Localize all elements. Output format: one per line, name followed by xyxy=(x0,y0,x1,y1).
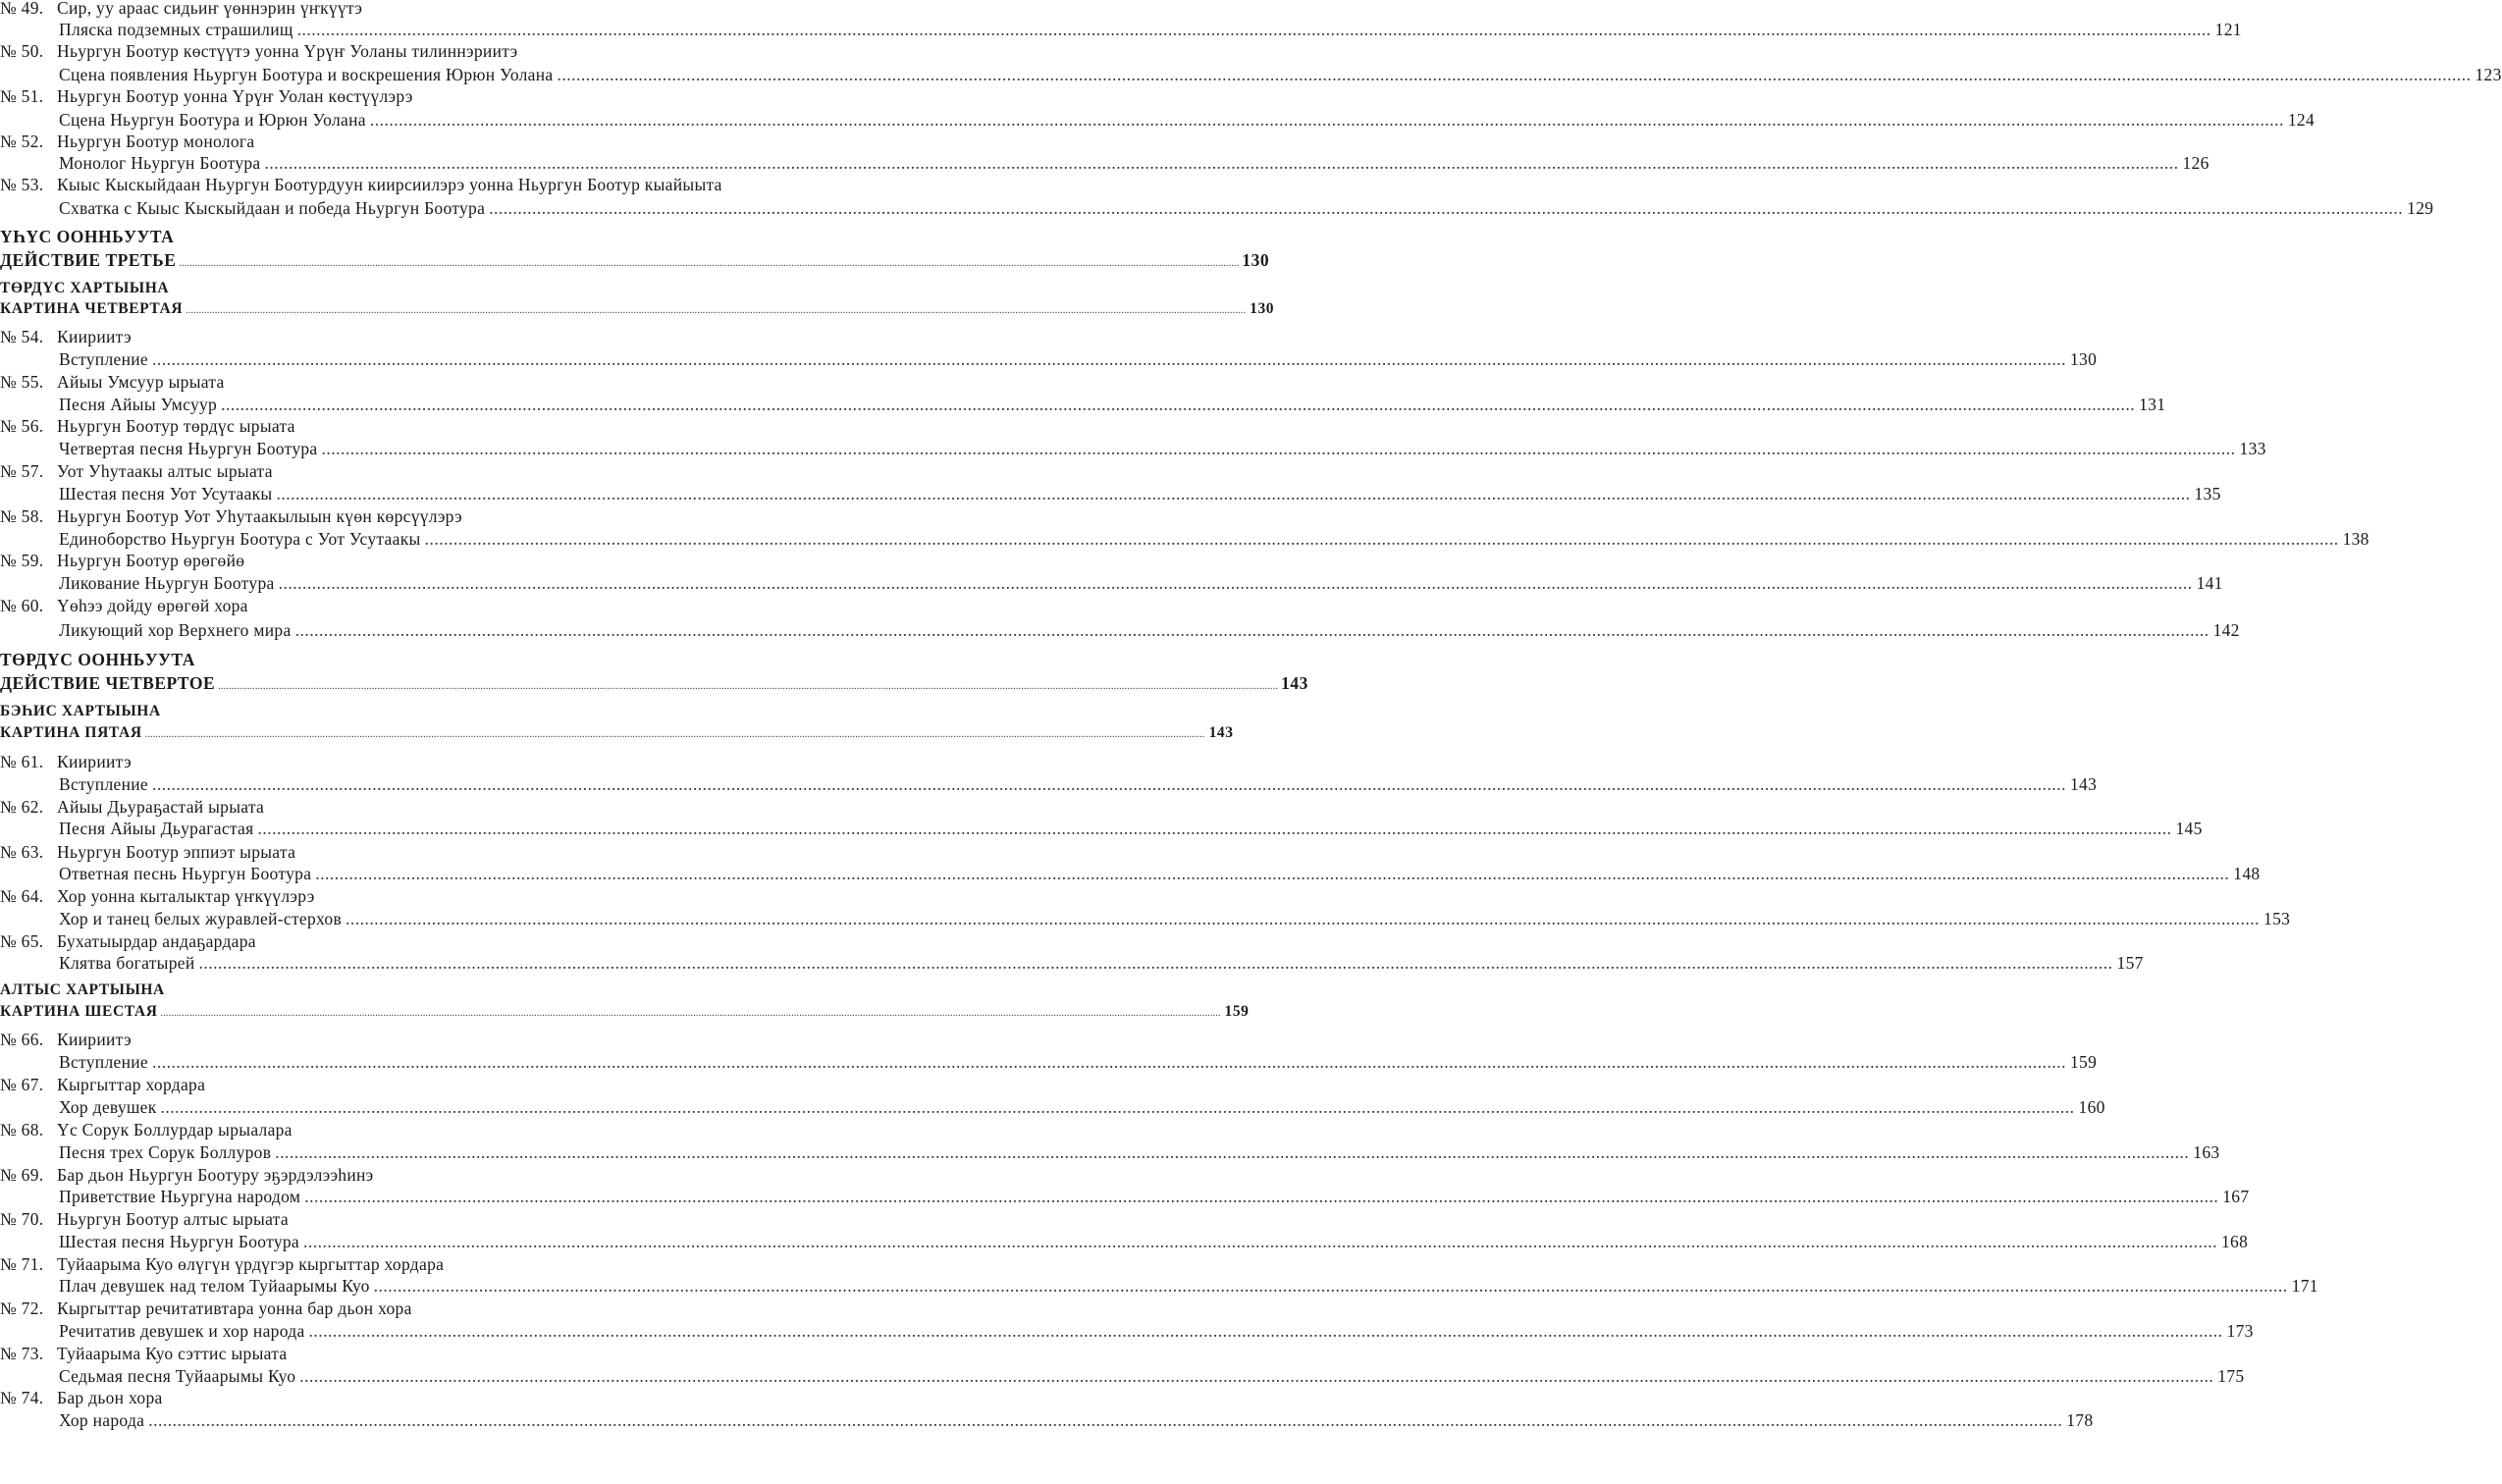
toc-entry-sakha-title xyxy=(0,594,985,617)
toc-entry-russian-title xyxy=(0,862,2261,885)
toc-entry-russian-title xyxy=(0,393,2166,416)
page-number: 145 xyxy=(2175,819,2203,838)
entry-title: Хор народа xyxy=(59,1410,145,1430)
dot-leader: ................................................................................................................................................................................................................................................................................................................................................................................................................ xyxy=(144,729,1205,740)
entry-title: Схватка с Кыыс Кыскыйдаан и победа Ньургун Боотура xyxy=(59,198,486,218)
subsection-heading xyxy=(0,979,985,1002)
dot-leader: ................................................................................................................................................................................................................................................................................................................................................................................................................ xyxy=(148,1410,2063,1430)
page-number: 159 xyxy=(1224,1003,1250,1020)
entry-number: № 59. xyxy=(0,551,44,570)
entry-title: Кыыс Кыскыйдаан Ньургун Боотурдуун киирсиилэрэ уонна Ньургун Боотур кыайыыта xyxy=(57,175,722,194)
entry-title: Плач девушек над телом Туйаарымы Куо xyxy=(59,1276,370,1296)
entry-title: Айыы Умсуур ырыата xyxy=(57,372,225,392)
entry-number: № 66. xyxy=(0,1030,44,1049)
toc-entry-sakha-title xyxy=(0,1073,985,1096)
page-number: 167 xyxy=(2222,1187,2250,1206)
entry-title: Ньургун Боотур уонна Үрүҥ Уолан көстүүлэрэ xyxy=(57,86,413,106)
entry-number: № 49. xyxy=(0,0,44,18)
toc-entry-russian-title xyxy=(0,1140,2220,1164)
page-number: 129 xyxy=(2407,198,2434,218)
entry-number: № 74. xyxy=(0,1388,44,1407)
page-number: 153 xyxy=(2263,909,2291,928)
entry-title: Ньургун Боотур эппиэт ырыата xyxy=(57,842,296,862)
toc-entry-russian-title xyxy=(0,482,2221,505)
toc-entry-sakha-title xyxy=(0,130,985,153)
toc-entry-sakha-title xyxy=(0,370,985,394)
entry-number: № 57. xyxy=(0,461,44,481)
dot-leader: ................................................................................................................................................................................................................................................................................................................................................................................................................ xyxy=(373,1276,2288,1296)
toc-entry-russian-title xyxy=(0,817,2203,840)
entry-title: ТӨРДҮС ХАРТЫЫНА xyxy=(0,280,170,296)
entry-title: Шестая песня Ньургун Боотура xyxy=(59,1232,299,1251)
page-number: 168 xyxy=(2221,1232,2249,1251)
entry-number: № 56. xyxy=(0,416,44,436)
toc-entry-russian-title xyxy=(0,1050,2098,1074)
page-number: 123 xyxy=(2475,65,2502,84)
page-number: 143 xyxy=(2069,774,2098,794)
toc-entry-sakha-title xyxy=(0,1118,985,1141)
page-number: 121 xyxy=(2214,20,2242,39)
toc-entry-sakha-title xyxy=(0,840,985,864)
entry-title: Песня трех Сорук Боллуров xyxy=(59,1142,272,1162)
dot-leader: ................................................................................................................................................................................................................................................................................................................................................................................................................ xyxy=(489,198,2404,218)
dot-leader: ................................................................................................................................................................................................................................................................................................................................................................................................................ xyxy=(151,774,2066,794)
dot-leader: ................................................................................................................................................................................................................................................................................................................................................................................................................ xyxy=(304,1187,2219,1206)
toc-entry-russian-title xyxy=(0,1230,2249,1253)
section-heading xyxy=(0,648,985,671)
toc-entry-russian-title xyxy=(0,347,2098,371)
entry-title: Үс Сорук Боллурдар ырыалара xyxy=(57,1120,293,1140)
entry-title: Единоборство Ньургун Боотура с Уот Усутаакы xyxy=(59,529,421,549)
entry-number: № 54. xyxy=(0,327,44,346)
entry-title: Ликование Ньургун Боотура xyxy=(59,573,275,593)
entry-title: Кыргыттар речитативтара уонна бар дьон хора xyxy=(57,1298,412,1318)
page-number: 142 xyxy=(2212,620,2240,640)
section-heading xyxy=(0,225,985,248)
entry-number: № 63. xyxy=(0,842,44,862)
page-number: 130 xyxy=(2069,349,2098,369)
dot-leader: ................................................................................................................................................................................................................................................................................................................................................................................................................ xyxy=(294,620,2209,640)
page-number: 130 xyxy=(1250,300,1275,317)
entry-title: Туйаарыма Куо сэттис ырыата xyxy=(57,1344,288,1363)
page-number: 157 xyxy=(2116,953,2144,973)
toc-entry-russian-title xyxy=(0,1185,2250,1208)
toc-entry-sakha-title xyxy=(0,414,985,438)
entry-number: № 58. xyxy=(0,506,44,526)
page-number: 178 xyxy=(2066,1410,2094,1430)
entry-title: Речитатив девушек и хор народа xyxy=(59,1321,305,1341)
toc-entry-russian-title xyxy=(0,151,2209,175)
page-number: 143 xyxy=(1208,724,1234,741)
toc-entry-sakha-title xyxy=(0,173,985,196)
entry-number: № 50. xyxy=(0,41,44,61)
dot-leader: ................................................................................................................................................................................................................................................................................................................................................................................................................ xyxy=(160,1008,1221,1019)
entry-title: Ликующий хор Верхнего мира xyxy=(59,620,292,640)
entry-title: Седьмая песня Туйаарымы Куо xyxy=(59,1366,296,1386)
entry-title: КАРТИНА ПЯТАЯ xyxy=(0,724,142,741)
entry-title: ТӨРДҮС ООННЬУУТА xyxy=(0,650,195,669)
dot-leader: ................................................................................................................................................................................................................................................................................................................................................................................................................ xyxy=(275,1142,2190,1162)
page-number: 173 xyxy=(2226,1321,2254,1341)
toc-entry-russian-title xyxy=(0,527,2369,551)
entry-title: Уот Уһутаакы алтыс ырыата xyxy=(57,461,273,481)
page-number: 171 xyxy=(2291,1276,2318,1296)
entry-number: № 51. xyxy=(0,86,44,106)
entry-title: Киириитэ xyxy=(57,327,132,346)
entry-title: Ньургун Боотур монолога xyxy=(57,132,255,151)
dot-leader: ................................................................................................................................................................................................................................................................................................................................................................................................................ xyxy=(198,953,2113,973)
toc-entry-russian-title xyxy=(0,1095,2105,1119)
entry-title: КАРТИНА ШЕСТАЯ xyxy=(0,1003,158,1020)
subsection-heading xyxy=(0,1000,1250,1024)
toc-entry-sakha-title xyxy=(0,325,985,348)
page-number: 159 xyxy=(2069,1052,2098,1072)
entry-title: Туйаарыма Куо өлүгүн үрдүгэр кыргыттар хордара xyxy=(57,1254,445,1274)
dot-leader: ................................................................................................................................................................................................................................................................................................................................................................................................................ xyxy=(276,484,2191,504)
dot-leader: ................................................................................................................................................................................................................................................................................................................................................................................................................ xyxy=(369,110,2284,130)
dot-leader: ................................................................................................................................................................................................................................................................................................................................................................................................................ xyxy=(179,258,1240,269)
toc-entry-sakha-title xyxy=(0,750,985,773)
toc-entry-sakha-title xyxy=(0,1028,985,1051)
toc-entry-sakha-title xyxy=(0,884,985,908)
entry-title: ДЕЙСТВИЕ ЧЕТВЕРТОЕ xyxy=(0,673,216,693)
section-heading xyxy=(0,248,1270,272)
page-number: 148 xyxy=(2233,864,2261,883)
dot-leader: ................................................................................................................................................................................................................................................................................................................................................................................................................ xyxy=(321,439,2236,458)
dot-leader: ................................................................................................................................................................................................................................................................................................................................................................................................................ xyxy=(424,529,2339,549)
toc-entry-sakha-title xyxy=(0,929,985,953)
entry-title: Сир, уу араас сидьиҥ үөннэрин үҥкүүтэ xyxy=(57,0,363,18)
page-number: 131 xyxy=(2139,395,2166,414)
entry-title: Четвертая песня Ньургун Боотура xyxy=(59,439,318,458)
toc-entry-sakha-title xyxy=(0,1252,985,1276)
entry-number: № 61. xyxy=(0,752,44,771)
entry-number: № 53. xyxy=(0,175,44,194)
entry-title: Хор уонна кыталыктар үҥкүүлэрэ xyxy=(57,886,315,906)
toc-entry-sakha-title xyxy=(0,549,985,572)
entry-title: Вступление xyxy=(59,774,148,794)
page-number: 160 xyxy=(2078,1097,2105,1117)
toc-entry-sakha-title xyxy=(0,1207,985,1231)
toc-entry-sakha-title xyxy=(0,795,985,819)
entry-title: ҮҺҮС ООННЬУУТА xyxy=(0,227,175,246)
toc-entry-russian-title xyxy=(0,437,2266,460)
entry-title: Киириитэ xyxy=(57,1030,132,1049)
entry-number: № 60. xyxy=(0,596,44,615)
page-number: 141 xyxy=(2196,573,2223,593)
entry-title: Песня Айыы Умсуур xyxy=(59,395,218,414)
dot-leader: ................................................................................................................................................................................................................................................................................................................................................................................................................ xyxy=(278,573,2193,593)
entry-title: Ответная песнь Ньургун Боотура xyxy=(59,864,312,883)
subsection-heading xyxy=(0,700,985,723)
toc-entry-russian-title xyxy=(0,618,2240,642)
entry-title: Приветствие Ньургуна народом xyxy=(59,1187,301,1206)
toc-entry-russian-title xyxy=(0,1364,2245,1388)
toc-entry-sakha-title xyxy=(0,1342,985,1365)
entry-title: БЭҺИС ХАРТЫЫНА xyxy=(0,703,161,719)
entry-title: Кыргыттар хордара xyxy=(57,1075,206,1094)
toc-entry-russian-title xyxy=(0,1274,2318,1298)
dot-leader: ................................................................................................................................................................................................................................................................................................................................................................................................................ xyxy=(557,65,2472,84)
dot-leader: ................................................................................................................................................................................................................................................................................................................................................................................................................ xyxy=(303,1232,2217,1251)
entry-title: Песня Айыы Дьурагастая xyxy=(59,819,254,838)
entry-number: № 73. xyxy=(0,1344,44,1363)
entry-number: № 69. xyxy=(0,1165,44,1185)
entry-title: Вступление xyxy=(59,349,148,369)
entry-title: КАРТИНА ЧЕТВЕРТАЯ xyxy=(0,300,184,317)
toc-entry-russian-title xyxy=(0,951,2144,975)
section-heading xyxy=(0,671,1308,695)
dot-leader: ................................................................................................................................................................................................................................................................................................................................................................................................................ xyxy=(346,909,2261,928)
entry-number: № 55. xyxy=(0,372,44,392)
toc-entry-sakha-title xyxy=(0,1163,985,1187)
dot-leader: ................................................................................................................................................................................................................................................................................................................................................................................................................ xyxy=(264,153,2179,173)
dot-leader: ................................................................................................................................................................................................................................................................................................................................................................................................................ xyxy=(257,819,2172,838)
entry-title: Пляска подземных страшилищ xyxy=(59,20,293,39)
toc-entry-sakha-title xyxy=(0,459,985,483)
page-number: 135 xyxy=(2194,484,2221,504)
toc-entry-sakha-title xyxy=(0,1297,985,1320)
entry-title: Сцена Ньургун Боотура и Юрюн Уолана xyxy=(59,110,366,130)
entry-title: Киириитэ xyxy=(57,752,132,771)
dot-leader: ................................................................................................................................................................................................................................................................................................................................................................................................................ xyxy=(160,1097,2075,1117)
entry-title: Ньургун Боотур төрдүс ырыата xyxy=(57,416,295,436)
page-number: 163 xyxy=(2193,1142,2220,1162)
entry-title: Ньургун Боотур Уот Уһутаакылыын күөн көрсүүлэрэ xyxy=(57,506,462,526)
toc-entry-russian-title xyxy=(0,1319,2254,1343)
entry-title: Ньургун Боотур өрөгөйө xyxy=(57,551,245,570)
toc-entry-russian-title xyxy=(0,196,2434,220)
toc-entry-russian-title xyxy=(0,1408,2094,1432)
toc-entry-russian-title xyxy=(0,772,2098,796)
entry-title: Хор девушек xyxy=(59,1097,157,1117)
toc-entry-sakha-title xyxy=(0,1386,985,1409)
dot-leader: ................................................................................................................................................................................................................................................................................................................................................................................................................ xyxy=(221,395,2136,414)
subsection-heading xyxy=(0,297,1275,321)
entry-number: № 72. xyxy=(0,1298,44,1318)
entry-title: Клятва богатырей xyxy=(59,953,195,973)
toc-entry-sakha-title xyxy=(0,39,985,63)
entry-number: № 62. xyxy=(0,797,44,817)
dot-leader: ................................................................................................................................................................................................................................................................................................................................................................................................................ xyxy=(296,20,2211,39)
entry-title: Монолог Ньургун Боотура xyxy=(59,153,261,173)
entry-title: Бар дьон Ньургун Боотуру эҕэрдэлээһинэ xyxy=(57,1165,374,1185)
entry-number: № 68. xyxy=(0,1120,44,1140)
page-number: 138 xyxy=(2342,529,2369,549)
toc-entry-russian-title xyxy=(0,907,2291,930)
entry-title: Шестая песня Уот Усутаакы xyxy=(59,484,273,504)
entry-number: № 67. xyxy=(0,1075,44,1094)
entry-number: № 65. xyxy=(0,931,44,951)
dot-leader: ................................................................................................................................................................................................................................................................................................................................................................................................................ xyxy=(308,1321,2223,1341)
page-number: 175 xyxy=(2217,1366,2245,1386)
entry-number: № 71. xyxy=(0,1254,44,1274)
entry-title: ДЕЙСТВИЕ ТРЕТЬЕ xyxy=(0,250,177,270)
dot-leader: ................................................................................................................................................................................................................................................................................................................................................................................................................ xyxy=(151,1052,2066,1072)
toc-entry-russian-title xyxy=(0,108,2315,132)
entry-title: Бар дьон хора xyxy=(57,1388,163,1407)
entry-number: № 52. xyxy=(0,132,44,151)
toc-entry-sakha-title xyxy=(0,0,985,20)
entry-title: Айыы Дьураҕастай ырыата xyxy=(57,797,265,817)
entry-title: Ньургун Боотур алтыс ырыата xyxy=(57,1209,289,1229)
entry-title: АЛТЫС ХАРТЫЫНА xyxy=(0,981,165,998)
toc-entry-russian-title xyxy=(0,18,2242,41)
entry-title: Үөһээ дойду өрөгөй хора xyxy=(57,596,248,615)
entry-title: Бухатыырдар андаҕардара xyxy=(57,931,256,951)
page-number: 133 xyxy=(2239,439,2266,458)
page-number: 130 xyxy=(1242,250,1270,270)
dot-leader: ................................................................................................................................................................................................................................................................................................................................................................................................................ xyxy=(218,681,1279,692)
page-number: 143 xyxy=(1281,673,1308,693)
entry-title: Хор и танец белых журавлей-стерхов xyxy=(59,909,343,928)
toc-entry-russian-title xyxy=(0,571,2223,595)
entry-title: Вступление xyxy=(59,1052,148,1072)
dot-leader: ................................................................................................................................................................................................................................................................................................................................................................................................................ xyxy=(299,1366,2214,1386)
entry-title: Ньургун Боотур көстүүтэ уонна Үрүҥ Уоланы тилиннэриитэ xyxy=(57,41,518,61)
dot-leader: ................................................................................................................................................................................................................................................................................................................................................................................................................ xyxy=(186,305,1247,316)
page-number: 126 xyxy=(2182,153,2209,173)
entry-title: Сцена появления Ньургун Боотура и воскрешения Юрюн Уолана xyxy=(59,65,554,84)
toc-entry-russian-title xyxy=(0,63,2502,86)
dot-leader: ................................................................................................................................................................................................................................................................................................................................................................................................................ xyxy=(151,349,2066,369)
entry-number: № 70. xyxy=(0,1209,44,1229)
entry-number: № 64. xyxy=(0,886,44,906)
page-number: 124 xyxy=(2287,110,2315,130)
subsection-heading xyxy=(0,721,1234,745)
toc-entry-sakha-title xyxy=(0,84,985,108)
dot-leader: ................................................................................................................................................................................................................................................................................................................................................................................................................ xyxy=(315,864,2230,883)
toc-entry-sakha-title xyxy=(0,504,985,528)
